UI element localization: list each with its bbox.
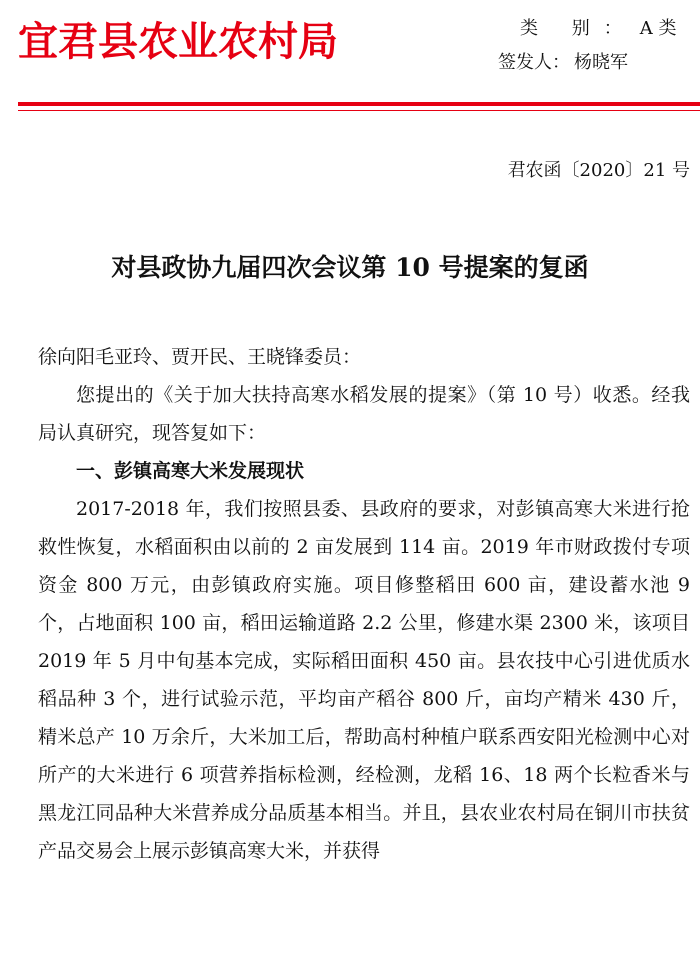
category-value: A 类 bbox=[639, 18, 677, 39]
issuer-value: 杨晓军 bbox=[574, 52, 628, 73]
document-meta bbox=[498, 12, 698, 80]
header-divider-thin bbox=[18, 110, 700, 111]
category-row bbox=[498, 12, 698, 46]
header-divider-thick bbox=[18, 102, 700, 106]
org-title: 宜君县农业农村局 bbox=[18, 18, 338, 65]
document-title: 对县政协九届四次会议第 10 号提案的复函 bbox=[111, 253, 589, 282]
addressee: 徐向阳毛亚玲、贾开民、王晓锋委员： bbox=[38, 346, 362, 368]
section-paragraph: 2017-2018 年，我们按照县委、县政府的要求，对彭镇高寒大米进行抢救性恢复，水稻面积由以前的 2 亩发展到 114 亩。2019 年市财政拨付专项资金 800 万元，由彭镇政府实施。项目修整稻田 600 亩，建设蓄水池 9 个，占地面积 100 亩，稻田运输道路 2.2 公里，修建水渠 2300 米，该项目 2019 年 5 月中旬基本完成，实际稻田面积 450 亩。县农技中心引进优质水稻品种 3 个，进行试验示范，平均亩产稻谷 800 斤，亩均产精米 430 斤，精米总产 10 万余斤，大米加工后，帮助高村种植户联系西安阳光检测中心对所产的大米进行 6 项营养指标检测，经检测，龙稻 16、18 两个长粒香米与黑龙江同品种大米营养成分品质基本相当。并且，县农业农村局在铜川市扶贫产品交易会上展示彭镇高寒大米，并获得 bbox=[38, 498, 690, 862]
issuer-row bbox=[498, 46, 698, 80]
issuer-label: 签发人： bbox=[498, 52, 570, 73]
document-body bbox=[38, 338, 690, 870]
category-label: 类 别： bbox=[520, 18, 636, 39]
intro-paragraph: 您提出的《关于加大扶持高寒水稻发展的提案》（第 10 号）收悉。经我局认真研究，现答复如下： bbox=[38, 384, 690, 444]
section-heading: 一、彭镇高寒大米发展现状 bbox=[76, 460, 305, 482]
document-number: 君农函〔2020〕21 号 bbox=[507, 160, 690, 181]
